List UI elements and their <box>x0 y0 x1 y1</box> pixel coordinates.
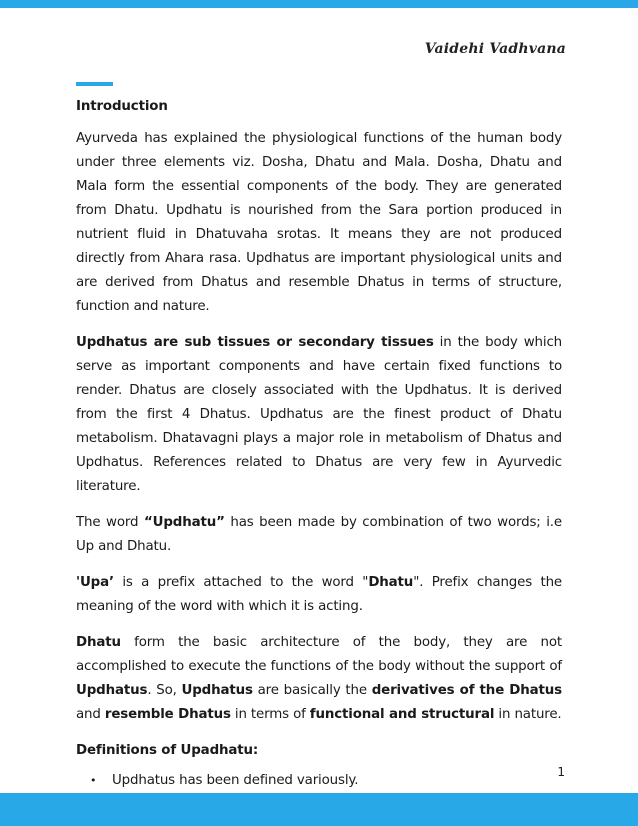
bottom-accent-bar <box>0 793 638 826</box>
bullet-icon: • <box>90 774 97 787</box>
top-accent-bar <box>0 0 638 8</box>
paragraph-intro: Ayurveda has explained the physiological functions of the human body under three elements viz. Dosha, Dhatu and Mala. Dosha, Dhatu and Mala form the essential components of the body. They are generated from Dhatu. Updhatu is nourished from the Sara portion produced in nutrient fluid in Dhatuvaha srotas. It means they are not produced directly from Ahara rasa. Updhatus are important physiological units and are derived from Dhatus and resemble Dhatus in terms of structure, function and nature. <box>76 131 562 314</box>
paragraph-upa-prefix: 'Upa’ is a prefix attached to the word "Dhatu". Prefix changes the meaning of the word with which it is acting. <box>76 575 562 614</box>
paragraph-dhatu-architecture: Dhatu form the basic architecture of the body, they are not accomplished to execute the functions of the body without the support of Updhatus. So, Updhatus are basically the derivatives of the Dhatus and resemble Dhatus in terms of functional and structural in nature. <box>76 635 562 722</box>
author-name: Vaidehi Vadhvana <box>424 41 566 57</box>
paragraph-updhatus: Updhatus are sub tissues or secondary tissues in the body which serve as important components and have certain fixed functions to render. Dhatus are closely associated with the Updhatus. It is derived from the first 4 Dhatus. Updhatus are the finest product of Dhatu metabolism. Dhatavagni plays a major role in metabolism of Dhatus and Updhatus. References related to Dhatus are very few in Ayurvedic literature. <box>76 335 562 494</box>
document-body <box>76 95 562 793</box>
list-item-text: Updhatus has been defined variously. <box>112 773 359 788</box>
definitions-heading: Definitions of Upadhatu: <box>76 743 259 758</box>
list-item <box>90 769 562 793</box>
paragraph-word-origin: The word “Updhatu” has been made by combination of two words; i.e Up and Dhatu. <box>76 515 562 554</box>
section-accent-line <box>76 82 113 86</box>
section-heading: Introduction <box>76 99 168 114</box>
page-number: 1 <box>557 765 565 779</box>
